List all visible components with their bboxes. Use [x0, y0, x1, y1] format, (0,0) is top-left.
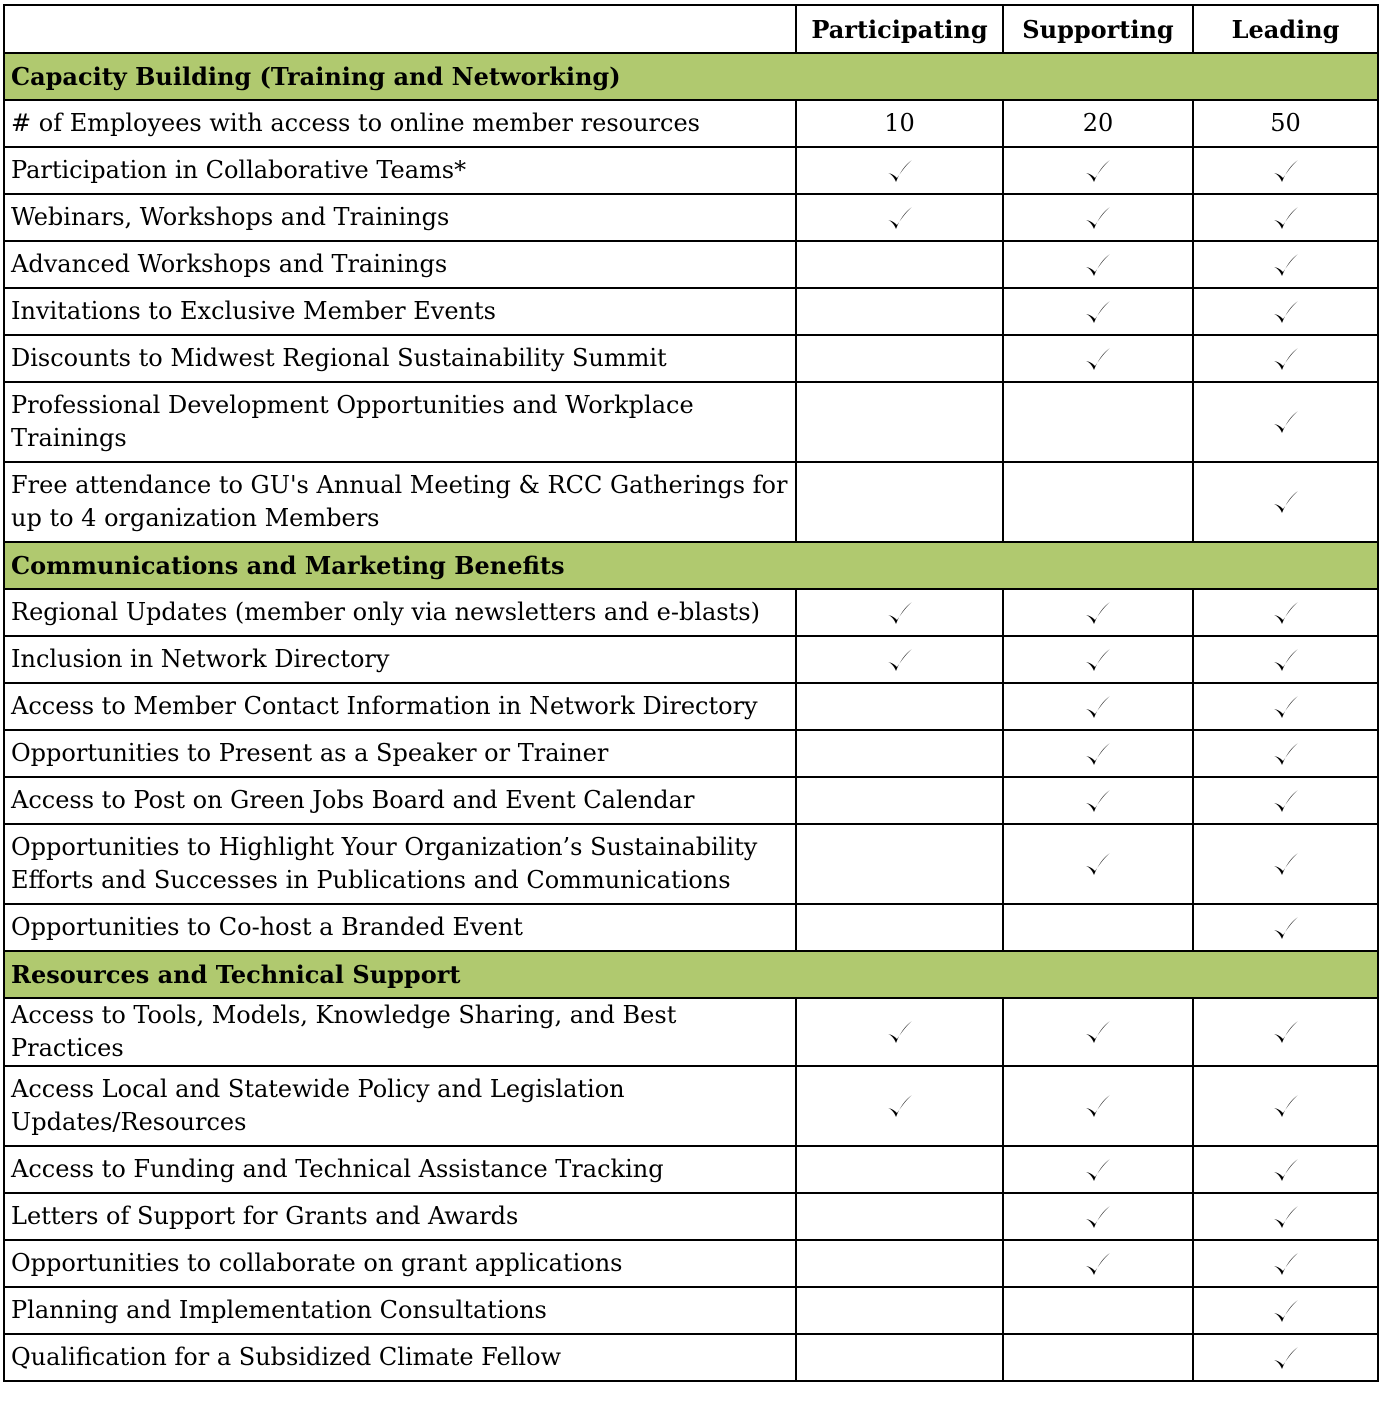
table-row — [4, 382, 1378, 462]
cell-leading — [1193, 382, 1378, 462]
cell-participating — [796, 241, 1003, 288]
cell-participating — [796, 1193, 1003, 1240]
cell-supporting — [1003, 636, 1193, 683]
check-icon — [1271, 298, 1301, 328]
table-row — [4, 194, 1378, 241]
table-row — [4, 100, 1378, 147]
check-icon — [1271, 850, 1301, 880]
cell-supporting — [1003, 1287, 1193, 1334]
benefit-label: Access to Member Contact Information in Network Directory — [4, 683, 796, 730]
header-row — [4, 5, 1378, 53]
cell-participating — [796, 382, 1003, 462]
section-header-row — [4, 542, 1378, 589]
cell-leading — [1193, 998, 1378, 1066]
check-icon — [885, 599, 915, 629]
cell-leading — [1193, 1287, 1378, 1334]
section-title: Resources and Technical Support — [4, 951, 1378, 998]
check-icon — [885, 646, 915, 676]
benefit-label: Webinars, Workshops and Trainings — [4, 194, 796, 241]
cell-participating — [796, 904, 1003, 951]
check-icon — [1271, 251, 1301, 281]
cell-participating — [796, 730, 1003, 777]
table-row — [4, 730, 1378, 777]
benefit-label: Opportunities to Co-host a Branded Event — [4, 904, 796, 951]
table-row — [4, 288, 1378, 335]
header-blank-cell — [4, 5, 796, 53]
table-row — [4, 1066, 1378, 1146]
check-icon — [1083, 599, 1113, 629]
cell-supporting — [1003, 241, 1193, 288]
benefit-label: Access Local and Statewide Policy and Legislation Updates/Resources — [4, 1066, 796, 1146]
cell-supporting — [1003, 194, 1193, 241]
cell-leading — [1193, 1334, 1378, 1381]
check-icon — [1083, 157, 1113, 187]
cell-leading — [1193, 194, 1378, 241]
benefit-label: Access to Post on Green Jobs Board and Event Calendar — [4, 777, 796, 824]
cell-participating — [796, 824, 1003, 904]
benefit-label: # of Employees with access to online member resources — [4, 100, 796, 147]
table-row — [4, 636, 1378, 683]
check-icon — [1271, 599, 1301, 629]
cell-leading — [1193, 730, 1378, 777]
table-row — [4, 824, 1378, 904]
check-icon — [1271, 1297, 1301, 1327]
table-row — [4, 241, 1378, 288]
check-icon — [1271, 740, 1301, 770]
cell-leading — [1193, 589, 1378, 636]
benefit-label: Invitations to Exclusive Member Events — [4, 288, 796, 335]
cell-leading — [1193, 147, 1378, 194]
cell-supporting — [1003, 730, 1193, 777]
cell-supporting — [1003, 1066, 1193, 1146]
cell-participating — [796, 998, 1003, 1066]
benefit-label: Opportunities to Present as a Speaker or Trainer — [4, 730, 796, 777]
check-icon — [1271, 1156, 1301, 1186]
benefit-label: Free attendance to GU's Annual Meeting & RCC Gatherings for up to 4 organization Members — [4, 462, 796, 542]
cell-supporting — [1003, 589, 1193, 636]
check-icon — [1083, 1018, 1113, 1048]
cell-supporting: 20 — [1003, 100, 1193, 147]
check-icon — [1083, 740, 1113, 770]
cell-supporting — [1003, 1193, 1193, 1240]
check-icon — [885, 157, 915, 187]
check-icon — [1271, 1018, 1301, 1048]
cell-supporting — [1003, 683, 1193, 730]
check-icon — [1271, 646, 1301, 676]
cell-supporting — [1003, 462, 1193, 542]
check-icon — [1271, 787, 1301, 817]
check-icon — [1271, 345, 1301, 375]
check-icon — [1083, 1156, 1113, 1186]
benefit-label: Qualification for a Subsidized Climate Fellow — [4, 1334, 796, 1381]
cell-leading — [1193, 824, 1378, 904]
check-icon — [1271, 408, 1301, 438]
table-row — [4, 1287, 1378, 1334]
cell-leading — [1193, 462, 1378, 542]
cell-participating: 10 — [796, 100, 1003, 147]
check-icon — [1083, 204, 1113, 234]
cell-supporting — [1003, 904, 1193, 951]
cell-supporting — [1003, 824, 1193, 904]
cell-leading — [1193, 288, 1378, 335]
table-row — [4, 777, 1378, 824]
check-icon — [1271, 157, 1301, 187]
cell-participating — [796, 1146, 1003, 1193]
cell-participating — [796, 636, 1003, 683]
check-icon — [885, 1092, 915, 1122]
check-icon — [1083, 693, 1113, 723]
benefit-label: Discounts to Midwest Regional Sustainability Summit — [4, 335, 796, 382]
check-icon — [1083, 1203, 1113, 1233]
table-row — [4, 904, 1378, 951]
check-icon — [1271, 488, 1301, 518]
check-icon — [1083, 345, 1113, 375]
table-row — [4, 1240, 1378, 1287]
check-icon — [1271, 1344, 1301, 1374]
check-icon — [1083, 298, 1113, 328]
table-row — [4, 462, 1378, 542]
cell-leading — [1193, 1066, 1378, 1146]
benefit-label: Participation in Collaborative Teams* — [4, 147, 796, 194]
membership-benefits-table — [3, 4, 1379, 1382]
table-row — [4, 998, 1378, 1066]
cell-leading — [1193, 241, 1378, 288]
cell-participating — [796, 147, 1003, 194]
cell-supporting — [1003, 382, 1193, 462]
table-body — [4, 53, 1378, 1381]
cell-participating — [796, 1287, 1003, 1334]
cell-supporting — [1003, 147, 1193, 194]
cell-supporting — [1003, 1240, 1193, 1287]
cell-participating — [796, 1334, 1003, 1381]
table-row — [4, 589, 1378, 636]
check-icon — [1083, 787, 1113, 817]
cell-leading — [1193, 777, 1378, 824]
cell-leading: 50 — [1193, 100, 1378, 147]
section-title: Communications and Marketing Benefits — [4, 542, 1378, 589]
cell-leading — [1193, 1240, 1378, 1287]
section-header-row — [4, 53, 1378, 100]
cell-supporting — [1003, 288, 1193, 335]
benefit-label: Regional Updates (member only via newsletters and e-blasts) — [4, 589, 796, 636]
cell-supporting — [1003, 1334, 1193, 1381]
check-icon — [1271, 914, 1301, 944]
benefit-label: Planning and Implementation Consultations — [4, 1287, 796, 1334]
cell-participating — [796, 288, 1003, 335]
cell-leading — [1193, 1193, 1378, 1240]
table-row — [4, 335, 1378, 382]
benefit-label: Access to Tools, Models, Knowledge Sharing, and Best Practices — [4, 998, 796, 1066]
cell-supporting — [1003, 1146, 1193, 1193]
benefit-label: Professional Development Opportunities and Workplace Trainings — [4, 382, 796, 462]
table-row — [4, 683, 1378, 730]
benefit-label: Inclusion in Network Directory — [4, 636, 796, 683]
cell-leading — [1193, 636, 1378, 683]
column-header-leading: Leading — [1193, 5, 1378, 53]
cell-participating — [796, 1240, 1003, 1287]
table-row — [4, 1146, 1378, 1193]
cell-participating — [796, 194, 1003, 241]
check-icon — [1271, 1203, 1301, 1233]
table-row — [4, 1193, 1378, 1240]
cell-participating — [796, 1066, 1003, 1146]
benefit-label: Letters of Support for Grants and Awards — [4, 1193, 796, 1240]
benefit-label: Opportunities to collaborate on grant applications — [4, 1240, 796, 1287]
check-icon — [1083, 1092, 1113, 1122]
table-row — [4, 147, 1378, 194]
check-icon — [1083, 251, 1113, 281]
cell-participating — [796, 462, 1003, 542]
cell-leading — [1193, 335, 1378, 382]
section-header-row — [4, 951, 1378, 998]
check-icon — [1271, 693, 1301, 723]
cell-leading — [1193, 904, 1378, 951]
column-header-supporting: Supporting — [1003, 5, 1193, 53]
cell-supporting — [1003, 998, 1193, 1066]
check-icon — [1271, 1250, 1301, 1280]
check-icon — [885, 1018, 915, 1048]
column-header-participating: Participating — [796, 5, 1003, 53]
benefit-label: Access to Funding and Technical Assistance Tracking — [4, 1146, 796, 1193]
cell-supporting — [1003, 335, 1193, 382]
section-title: Capacity Building (Training and Networking) — [4, 53, 1378, 100]
cell-leading — [1193, 683, 1378, 730]
check-icon — [1083, 646, 1113, 676]
check-icon — [1271, 1092, 1301, 1122]
cell-participating — [796, 777, 1003, 824]
check-icon — [1271, 204, 1301, 234]
benefit-label: Opportunities to Highlight Your Organization’s Sustainability Efforts and Successes in Publications and Communications — [4, 824, 796, 904]
check-icon — [885, 204, 915, 234]
cell-participating — [796, 683, 1003, 730]
table-row — [4, 1334, 1378, 1381]
benefit-label: Advanced Workshops and Trainings — [4, 241, 796, 288]
cell-participating — [796, 335, 1003, 382]
cell-supporting — [1003, 777, 1193, 824]
cell-leading — [1193, 1146, 1378, 1193]
check-icon — [1083, 850, 1113, 880]
check-icon — [1083, 1250, 1113, 1280]
cell-participating — [796, 589, 1003, 636]
